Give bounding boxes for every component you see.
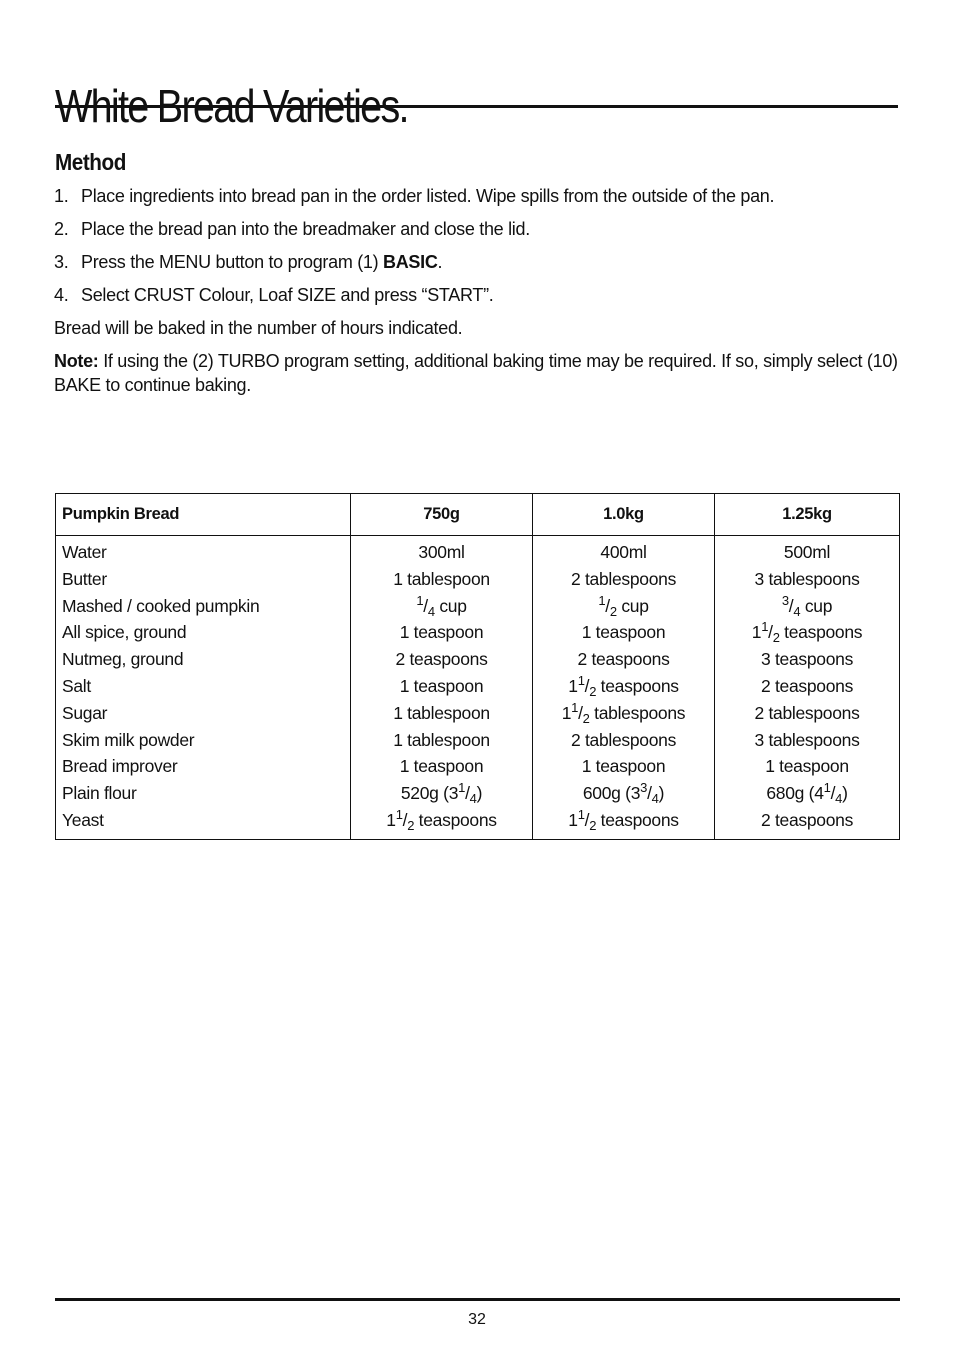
recipe-table [55, 493, 900, 840]
fraction-denominator: 2 [589, 683, 597, 699]
size-header: 1.0kg [532, 494, 714, 535]
quantity-cell: 2 tablespoons [570, 729, 677, 750]
fraction-numerator: 1 [571, 699, 579, 715]
ingredient-column [56, 536, 350, 840]
quantity-cell: 1 teaspoon [399, 675, 484, 696]
step-text: Place ingredients into bread pan in the order listed. Wipe spills from the outside of the pan. [81, 186, 775, 206]
whole-part: 1 [568, 675, 578, 696]
quantity-unit: ) [658, 783, 665, 804]
fraction-slash: / [584, 675, 590, 696]
ingredient-name: Skim milk powder [62, 729, 195, 750]
quantity-cell [533, 807, 714, 834]
fraction-denominator: 4 [427, 603, 435, 619]
quantity-unit: cup [616, 595, 649, 616]
quantity-unit: ) [476, 783, 483, 804]
fraction-numerator: 1 [395, 806, 403, 822]
fraction-denominator: 4 [469, 791, 477, 807]
step-text: Select CRUST Colour, Loaf SIZE and press “START”. [81, 285, 494, 305]
ingredient-name: Plain flour [62, 783, 137, 804]
recipe-name: Pumpkin Bread [62, 505, 180, 523]
method-step [54, 184, 899, 217]
quantity-cell: 1 teaspoon [399, 622, 484, 643]
ingredient-name: Mashed / cooked pumpkin [62, 595, 260, 616]
note-paragraph [54, 349, 899, 397]
quantity-cell: 1 teaspoon [765, 756, 849, 777]
fraction-denominator: 2 [609, 603, 617, 619]
fraction-denominator: 2 [772, 630, 780, 646]
quantity-cell [351, 593, 532, 620]
method-step [54, 283, 899, 316]
size-header: 1.25kg [714, 494, 899, 535]
quantity-cell [715, 619, 899, 646]
quantity-column [714, 536, 899, 840]
ingredient-name: Butter [62, 568, 107, 589]
size-header: 750g [350, 494, 532, 535]
step-text [81, 250, 442, 283]
quantity-cell: 1 tablespoon [393, 702, 490, 723]
ingredient-name: Salt [62, 675, 91, 696]
fraction-denominator: 2 [407, 817, 415, 833]
method-heading: Method [55, 149, 126, 175]
quantity-cell: 1 tablespoon [393, 729, 490, 750]
quantity-cell: 3 tablespoons [754, 568, 860, 589]
quantity-unit: tablespoons [589, 702, 686, 723]
quantity-cell [715, 780, 899, 807]
footer-rule [55, 1298, 900, 1301]
quantity-cell: 2 teaspoons [577, 649, 670, 670]
quantity-unit: teaspoons [596, 809, 679, 830]
fraction-numerator: 3 [640, 780, 648, 796]
fraction-slash: / [768, 622, 773, 643]
fraction-numerator: 1 [577, 806, 585, 822]
page-title: White Bread Varieties. [55, 79, 408, 132]
page-number: 32 [468, 1311, 486, 1328]
whole-part: 1 [561, 702, 572, 723]
step-text: Place the bread pan into the breadmaker and close the lid. [81, 219, 530, 239]
step-number: 1. [54, 186, 69, 206]
step-number: 4. [54, 285, 69, 305]
ingredient-name: Sugar [62, 702, 108, 723]
quantity-cell: 500ml [783, 542, 831, 562]
quantity-cell [533, 593, 714, 620]
quantity-cell [351, 780, 532, 807]
fraction-denominator: 2 [589, 817, 597, 833]
step-number: 2. [54, 219, 69, 239]
quantity-unit: ) [842, 783, 848, 804]
quantity-cell: 1 teaspoon [581, 622, 666, 643]
quantity-cell [351, 807, 532, 834]
quantity-cell: 400ml [600, 542, 647, 562]
note-text: If using the (2) TURBO program setting, additional baking time may be required. If so, simply select (10) BAKE to continue baking. [54, 351, 898, 395]
whole-part: 1 [568, 809, 578, 830]
quantity-cell: 3 tablespoons [754, 729, 860, 750]
program-basic: BASIC [383, 252, 438, 272]
method-steps [54, 184, 899, 316]
fraction-slash: / [647, 783, 652, 804]
fraction-slash: / [578, 702, 583, 723]
whole-part: 600g (3 [582, 783, 641, 804]
quantity-cell: 300ml [418, 542, 465, 562]
whole-part: 1 [386, 809, 396, 830]
quantity-cell: 1 teaspoon [399, 756, 484, 777]
method-body [54, 184, 899, 397]
title-underline [55, 105, 898, 108]
quantity-unit: teaspoons [596, 675, 679, 696]
fraction-numerator: 1 [761, 619, 769, 635]
ingredient-name: Yeast [62, 809, 104, 830]
quantity-cell [533, 673, 714, 700]
quantity-cell: 3 teaspoons [760, 649, 854, 670]
quantity-cell: 2 teaspoons [760, 809, 854, 830]
quantity-cell: 2 tablespoons [570, 568, 677, 589]
fraction-slash: / [788, 595, 794, 616]
ingredient-name: All spice, ground [62, 622, 187, 643]
whole-part: 1 [751, 622, 762, 643]
baked-text: Bread will be baked in the number of hours indicated. [54, 318, 463, 338]
fraction-slash: / [830, 783, 836, 804]
quantity-cell: 2 tablespoons [754, 702, 860, 723]
recipe-header-row [56, 494, 899, 536]
quantity-column [350, 536, 532, 840]
fraction-slash: / [584, 809, 590, 830]
fraction-numerator: 1 [577, 672, 585, 688]
quantity-cell [533, 700, 714, 727]
fraction-denominator: 4 [651, 791, 659, 807]
fraction-numerator: 3 [781, 592, 789, 608]
method-step [54, 250, 899, 283]
fraction-denominator: 4 [835, 791, 843, 807]
quantity-unit: teaspoons [779, 622, 863, 643]
ingredient-name: Bread improver [62, 756, 178, 777]
step-text-after: . [437, 252, 443, 272]
quantity-cell: 1 teaspoon [581, 756, 666, 777]
quantity-unit: teaspoons [414, 809, 497, 830]
quantity-cell: 2 teaspoons [760, 675, 854, 696]
quantity-cell: 1 tablespoon [393, 568, 490, 589]
ingredient-name: Nutmeg, ground [62, 649, 184, 670]
quantity-unit: cup [434, 595, 467, 616]
fraction-numerator: 1 [598, 592, 606, 608]
quantity-cell: 2 teaspoons [395, 649, 488, 670]
method-step [54, 217, 899, 250]
quantity-cell [715, 593, 899, 620]
fraction-numerator: 1 [416, 592, 424, 608]
whole-part: 680g (4 [766, 783, 824, 804]
fraction-slash: / [423, 595, 428, 616]
recipe-body-row [56, 536, 899, 840]
fraction-denominator: 4 [793, 603, 801, 619]
note-label: Note: [54, 351, 99, 371]
fraction-numerator: 1 [823, 780, 831, 796]
quantity-unit: cup [800, 595, 833, 616]
fraction-slash: / [465, 783, 470, 804]
whole-part: 520g (3 [400, 783, 459, 804]
quantity-cell [533, 780, 714, 807]
step-number: 3. [54, 252, 69, 272]
ingredient-name: Water [62, 542, 107, 562]
step-text-before: Press the MENU button to program (1) [81, 252, 384, 272]
fraction-numerator: 1 [458, 780, 466, 796]
fraction-slash: / [605, 595, 610, 616]
quantity-column [532, 536, 714, 840]
fraction-denominator: 2 [582, 710, 590, 726]
fraction-slash: / [402, 809, 408, 830]
